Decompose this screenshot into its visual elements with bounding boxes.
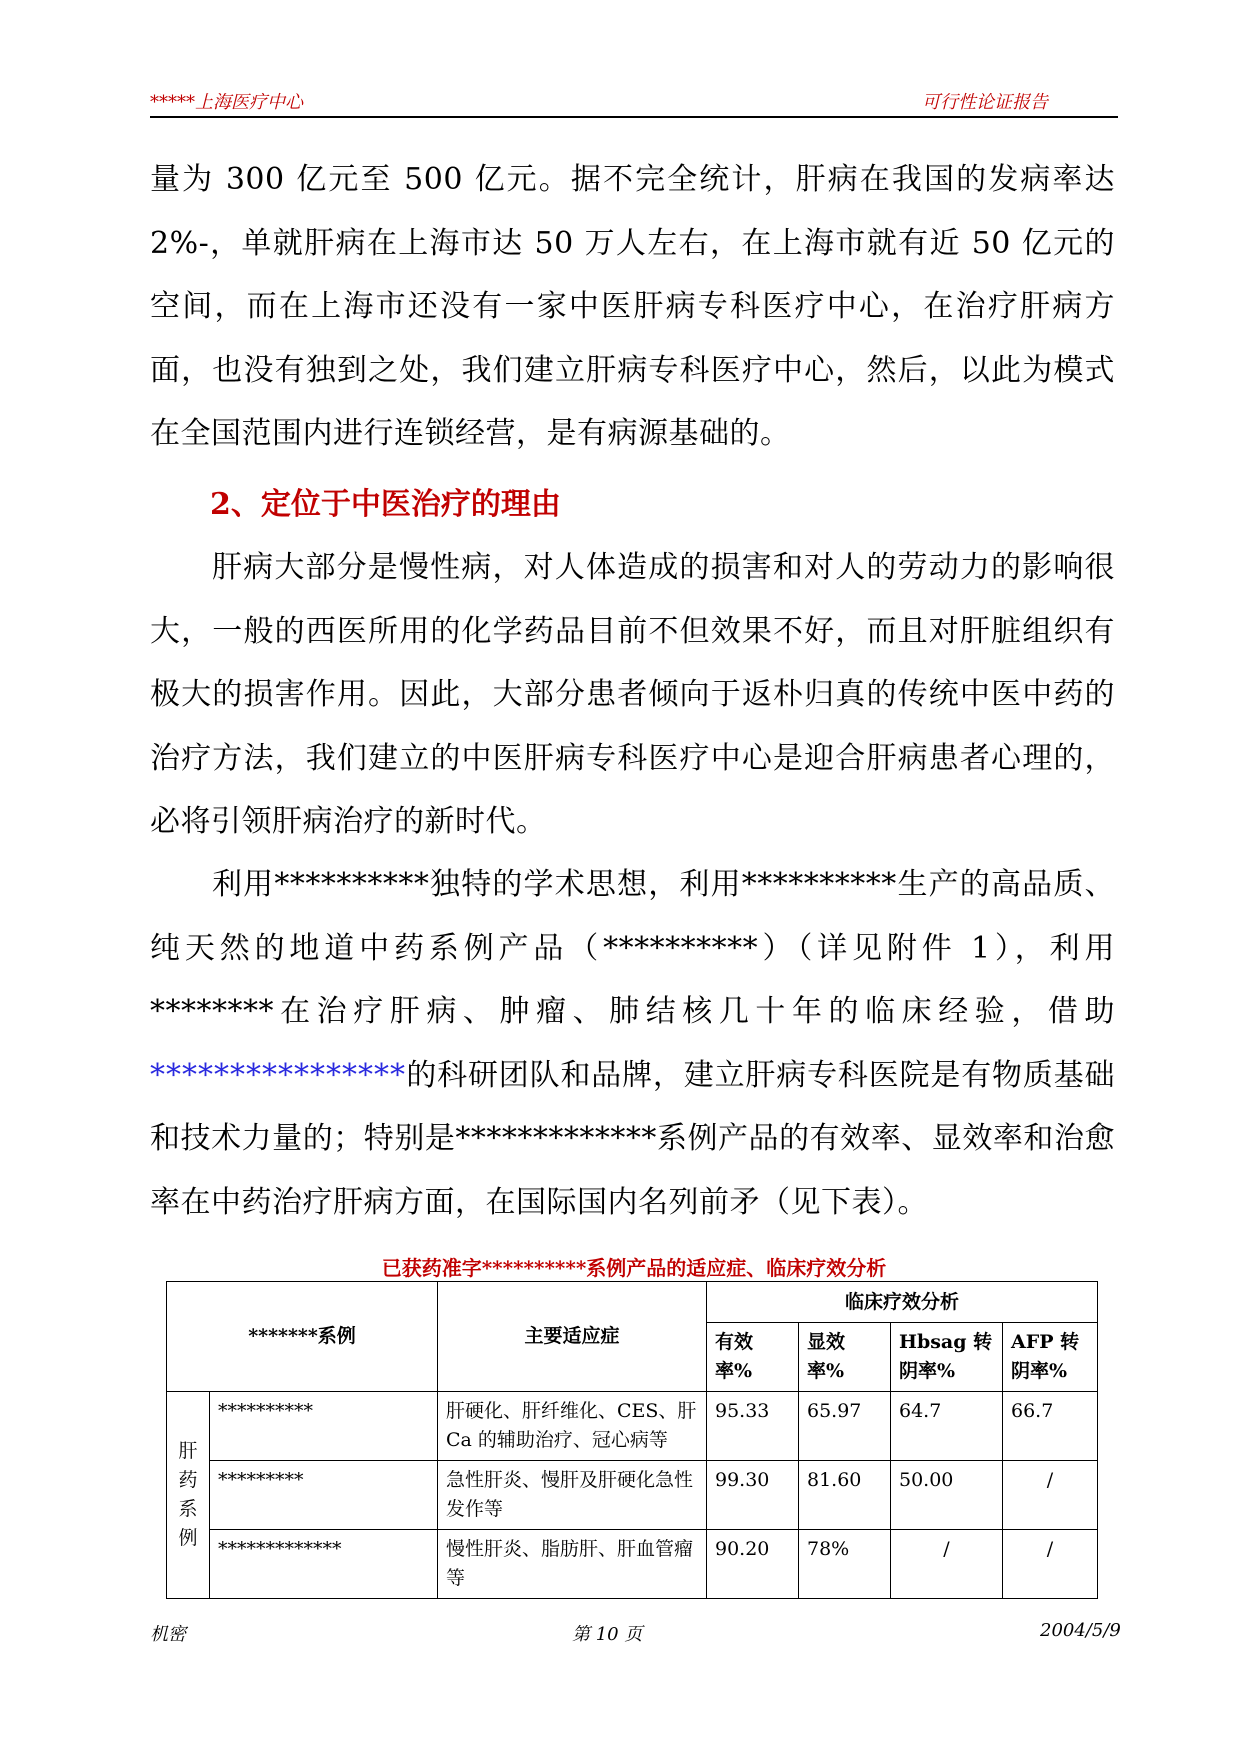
value-afp: 66.7 [1003,1392,1098,1461]
header-series: *******系例 [167,1282,438,1392]
value-effective: 95.33 [707,1392,799,1461]
value-marked: 78% [799,1530,891,1599]
header-analysis: 临床疗效分析 [707,1282,1098,1323]
footer-confidential: 机密 [150,1624,186,1645]
value-marked: 65.97 [799,1392,891,1461]
product-name: ************* [210,1530,438,1599]
group-label-char: 例 [178,1527,198,1549]
subheader-afp-rate: AFP 转阴率% [1003,1323,1098,1392]
product-name: ********* [210,1461,438,1530]
table-row [167,1530,1098,1599]
value-effective: 99.30 [707,1461,799,1530]
product-indication: 急性肝炎、慢肝及肝硬化急性发作等 [438,1461,707,1530]
group-label-char: 肝 [178,1440,198,1462]
section-heading: 2、定位于中医治疗的理由 [210,487,561,522]
efficacy-table [166,1281,1098,1599]
value-effective: 90.20 [707,1530,799,1599]
paragraph-2: 肝病大部分是慢性病，对人体造成的损害和对人的劳动力的影响很大，一般的西医所用的化学药品目前不但效果不好，而且对肝脏组织有极大的损害作用。因此，大部分患者倾向于返朴归真的传统中医中药的治疗方法，我们建立的中医肝病专科医疗中心是迎合肝病患者心理的，必将引领肝病治疗的新时代。 [150,550,1115,839]
subheader-hbsag-rate: Hbsag 转阴率% [891,1323,1003,1392]
header-right-text: 可行性论证报告 [922,92,1048,113]
value-hbsag: / [891,1530,1003,1599]
page-header [150,86,1118,118]
group-label-char: 系 [178,1498,198,1520]
table-header-row [167,1282,1098,1323]
value-afp: / [1003,1530,1098,1599]
table-row [167,1392,1098,1461]
value-marked: 81.60 [799,1461,891,1530]
subheader-effective-rate: 有效率% [707,1323,799,1392]
product-name: ********** [210,1392,438,1461]
footer-date: 2004/5/9 [1040,1620,1121,1641]
footer-page-number: 第 10 页 [572,1624,643,1645]
paragraph-3 [150,853,1115,1234]
subheader-marked-rate: 显效率% [799,1323,891,1392]
paragraph-3-highlight: **************** [150,1057,406,1093]
header-left-text: *****上海医疗中心 [150,92,303,113]
product-indication: 肝硬化、肝纤维化、CES、肝Ca 的辅助治疗、冠心病等 [438,1392,707,1461]
group-label [167,1392,210,1599]
value-afp: / [1003,1461,1098,1530]
header-indication: 主要适应症 [438,1282,707,1392]
value-hbsag: 50.00 [891,1461,1003,1530]
value-hbsag: 64.7 [891,1392,1003,1461]
table-caption: 已获药准字**********系例产品的适应症、临床疗效分析 [381,1256,887,1280]
table-row [167,1461,1098,1530]
paragraph-3-part-a: 利用**********独特的学术思想，利用**********生产的高品质、纯天然的地道中药系例产品（**********）（详见附件 1），利用********在治疗肝病、肿瘤、肺结核几十年的临床经验，借助 [150,867,1115,1029]
product-indication: 慢性肝炎、脂肪肝、肝血管瘤等 [438,1530,707,1599]
paragraph-3-part-b: 的科研团队和品牌，建立肝病专科医院是有物质基础和技术力量的；特别是*************系例产品的有效率、显效率和治愈率在中药治疗肝病方面，在国际国内名列前矛（见下表）。 [150,1057,1115,1220]
paragraph-1: 量为 300 亿元至 500 亿元。据不完全统计，肝病在我国的发病率达 2%-，单就肝病在上海市达 50 万人左右，在上海市就有近 50 亿元的空间，而在上海市还没有一家中医肝病专科医疗中心，在治疗肝病方面，也没有独到之处，我们建立肝病专科医疗中心，然后，以此为模式在全国范围内进行连锁经营，是有病源基础的。 [150,162,1115,451]
group-label-char: 药 [178,1469,198,1491]
